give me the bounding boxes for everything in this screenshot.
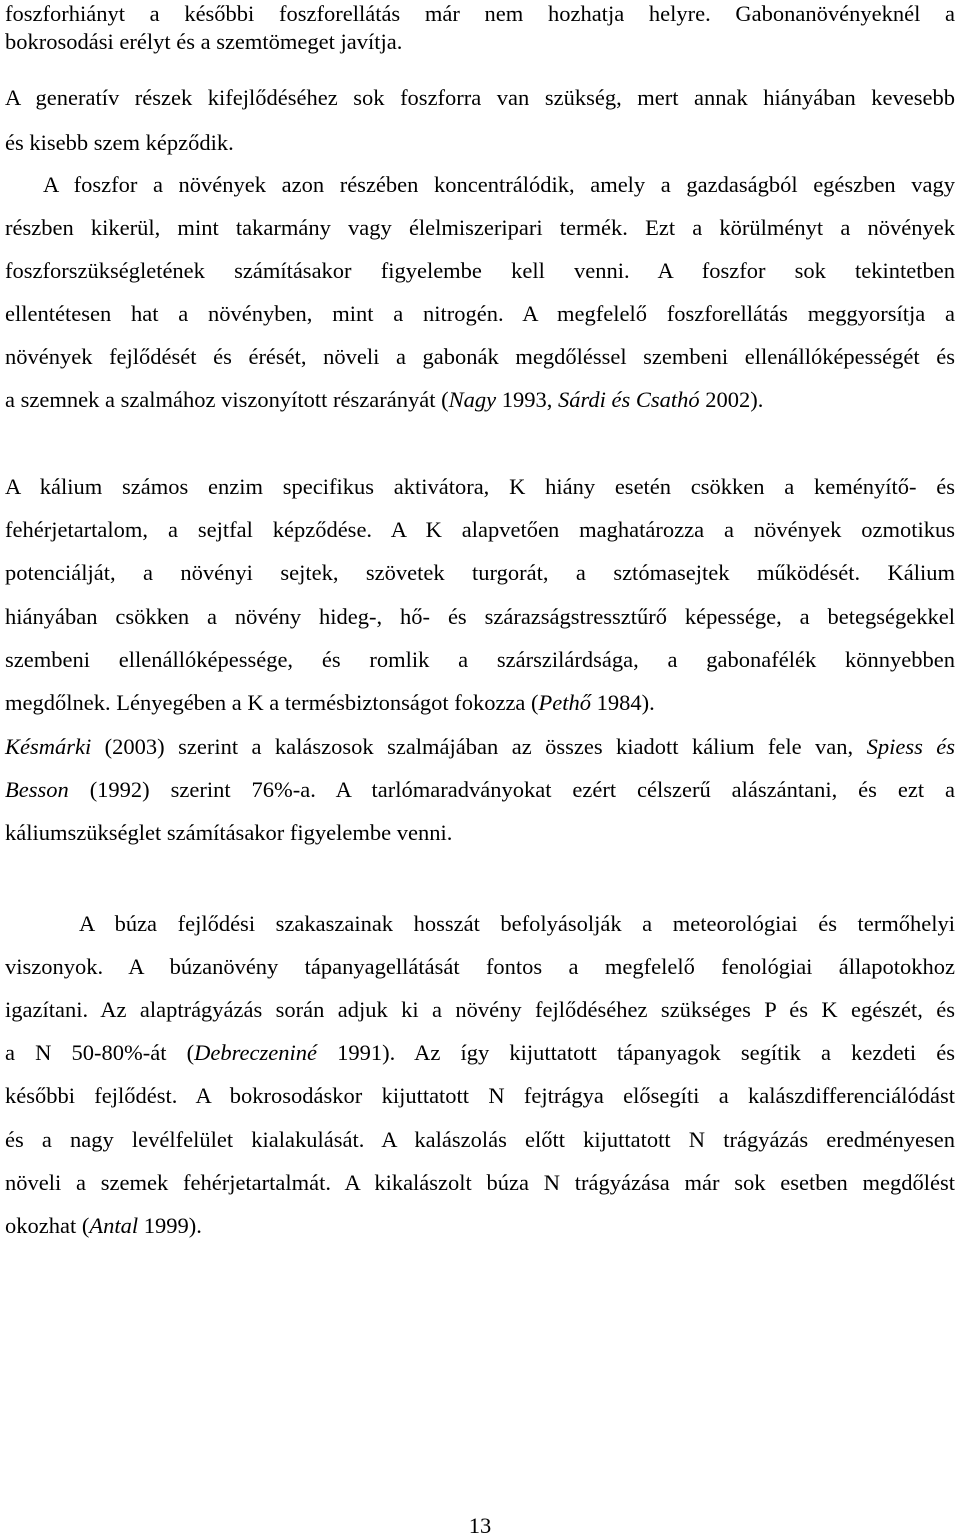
text-segment: a szemnek a szalmához viszonyított részarányát ( — [5, 387, 449, 412]
text-segment: okozhat ( — [5, 1213, 90, 1238]
text-line: potenciálját, a növényi sejtek, szövetek turgorát, a sztómasejtek működését. Kálium — [5, 560, 955, 585]
text-segment: (2003) szerint a kalászosok szalmájában az összes kiadott kálium fele van, — [91, 734, 867, 759]
citation-author: Spiess és — [866, 734, 956, 759]
text-segment: 1984). — [591, 690, 655, 715]
text-line: növények fejlődését és érését, növeli a gabonák megdőléssel szembeni ellenállóképességét és — [5, 344, 955, 369]
citation-author: Antal — [89, 1213, 139, 1238]
citation-author: Debreczeniné — [194, 1040, 317, 1065]
citation-author: Sárdi és Csathó — [557, 387, 700, 412]
text-line: és a nagy levélfelület kialakulását. A kalászolás előtt kijuttatott N trágyázás eredményesen — [5, 1127, 955, 1152]
text-line — [5, 1212, 955, 1240]
text-line — [5, 689, 955, 717]
citation-author: Besson — [5, 777, 69, 802]
text-line: fehérjetartalom, a sejtfal képződése. A K alapvetően maghatározza a növények ozmotikus — [5, 517, 955, 542]
text-line: későbbi fejlődést. A bokrosodáskor kijuttatott N fejtrágya elősegíti a kalászdifferenciálódást — [5, 1083, 955, 1108]
citation-author: Nagy — [448, 387, 497, 412]
text-line: és kisebb szem képződik. — [5, 130, 234, 155]
page-number: 13 — [468, 1513, 492, 1538]
text-line — [5, 776, 955, 804]
text-line: A kálium számos enzim specifikus aktivátora, K hiány esetén csökken a keményítő- és — [5, 474, 955, 499]
text-segment: megdőlnek. Lényegében a K a termésbiztonságot fokozza ( — [5, 690, 539, 715]
text-segment: 1991). Az így kijuttatott tápanyagok segítik a kezdeti és — [316, 1040, 955, 1065]
citation-author: Késmárki — [5, 734, 92, 759]
text-line: káliumszükséglet számításakor figyelembe venni. — [5, 820, 453, 845]
text-line: ellentétesen hat a növényben, mint a nitrogén. A megfelelő foszforellátás meggyorsítja a — [5, 301, 955, 326]
text-line: A búza fejlődési szakaszainak hosszát befolyásolják a meteorológiai és termőhelyi — [79, 911, 955, 936]
text-segment: 1999). — [138, 1213, 202, 1238]
text-line: viszonyok. A búzanövény tápanyagellátását fontos a megfelelő fenológiai állapotokhoz — [5, 954, 955, 979]
text-segment: (1992) szerint 76%-a. A tarlómaradványokat ezért célszerű alászántani, és ezt a — [68, 777, 955, 802]
text-line: hiányában csökken a növény hideg-, hő- és szárazságstressztűrő képessége, a betegségekkel — [5, 604, 955, 629]
text-line: foszforhiányt a későbbi foszforellátás már nem hozhatja helyre. Gabonanövényeknél a — [5, 1, 955, 26]
text-segment: a N 50-80%-át ( — [5, 1040, 195, 1065]
text-line — [5, 386, 955, 414]
text-line: foszforszükségletének számításakor figyelembe kell venni. A foszfor sok tekintetben — [5, 258, 955, 283]
text-line: szembeni ellenállóképessége, és romlik a szárszilárdsága, a gabonafélék könnyebben — [5, 647, 955, 672]
text-line — [5, 1039, 955, 1067]
text-segment: 1993, — [496, 387, 558, 412]
text-line: igazítani. Az alaptrágyázás során adjuk ki a növény fejlődéséhez szükséges P és K egészét, és — [5, 997, 955, 1022]
text-line: bokrosodási erélyt és a szemtömeget javítja. — [5, 29, 403, 54]
text-line: növeli a szemek fehérjetartalmát. A kikalászolt búza N trágyázása már sok esetben megdőlést — [5, 1170, 955, 1195]
text-line: részben kikerül, mint takarmány vagy élelmiszeripari termék. Ezt a körülményt a növények — [5, 215, 955, 240]
text-line: A foszfor a növények azon részében koncentrálódik, amely a gazdaságból egészben vagy — [43, 172, 955, 197]
citation-author: Pethő — [538, 690, 592, 715]
text-segment: 2002). — [699, 387, 764, 412]
text-line: A generatív részek kifejlődéséhez sok foszforra van szükség, mert annak hiányában kevesebb — [5, 85, 955, 110]
text-line — [5, 733, 955, 761]
